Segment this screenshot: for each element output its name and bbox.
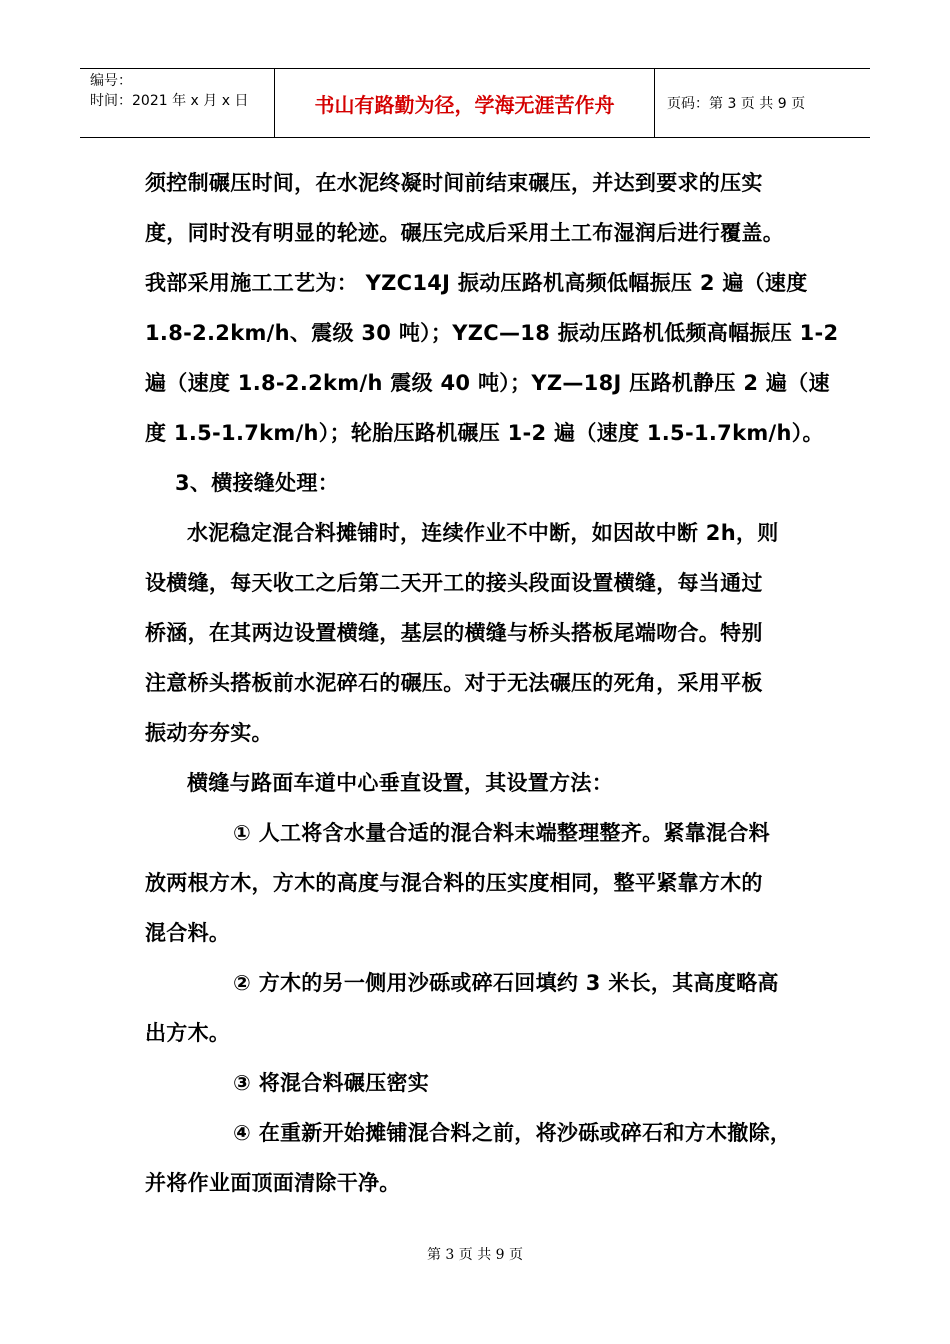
number-label: 编号： [90,73,132,89]
paragraph-line: 注意桥头搭板前水泥碎石的碾压。对于无法碾压的死角，采用平板 [145,671,763,695]
paragraph-line: 振动夯夯实。 [145,721,273,745]
time-label: 时间：2021 年 x 月 x 日 [90,93,249,109]
paragraph-line: 横缝与路面车道中心垂直设置，其设置方法： [187,771,613,795]
paragraph-line: 度 1.5-1.7km/h）；轮胎压路机碾压 1-2 遍（速度 1.5-1.7km/h）。 [145,421,824,445]
paragraph-line: 度，同时没有明显的轮迹。碾压完成后采用土工布湿润后进行覆盖。 [145,221,784,245]
section-heading: 3、横接缝处理： [175,471,340,495]
list-item: ① 人工将含水量合适的混合料末端整理整齐。紧靠混合料 [233,821,770,845]
paragraph-line: 须控制碾压时间，在水泥终凝时间前结束碾压，并达到要求的压实 [145,171,763,195]
list-item: ④ 在重新开始摊铺混合料之前，将沙砾或碎石和方木撤除， [233,1121,792,1145]
header-table [80,68,870,138]
page-footer: 第 3 页 共 9 页 [426,1247,524,1263]
paragraph-line: 桥涵，在其两边设置横缝，基层的横缝与桥头搭板尾端吻合。特别 [145,621,763,645]
paragraph-line: 设横缝，每天收工之后第二天开工的接头段面设置横缝，每当通过 [145,571,763,595]
paragraph-line: 并将作业面顶面清除干净。 [145,1171,401,1195]
list-item: ③ 将混合料碾压密实 [233,1071,430,1095]
list-item: ② 方木的另一侧用沙砾或碎石回填约 3 米长，其高度略高 [233,971,779,995]
header-meta [80,69,275,137]
paragraph-line: 混合料。 [145,921,231,945]
paragraph-line: 1.8-2.2km/h、震级 30 吨）；YZC—18 振动压路机低频高幅振压 1-2 [145,321,839,345]
header-motto: 书山有路勤为径，学海无涯苦作舟 [275,69,655,137]
paragraph-line: 遍（速度 1.8-2.2km/h 震级 40 吨）；YZ—18J 压路机静压 2 遍（速 [145,371,830,395]
document-body [145,158,839,1208]
paragraph-line: 放两根方木，方木的高度与混合料的压实度相同，整平紧靠方木的 [145,871,763,895]
paragraph-line: 我部采用施工工艺为： YZC14J 振动压路机高频低幅振压 2 遍（速度 [145,271,808,295]
paragraph-line: 水泥稳定混合料摊铺时，连续作业不中断，如因故中断 2h，则 [187,521,779,545]
header-page-info: 页码：第 3 页 共 9 页 [667,96,806,112]
paragraph-line: 出方木。 [145,1021,231,1045]
